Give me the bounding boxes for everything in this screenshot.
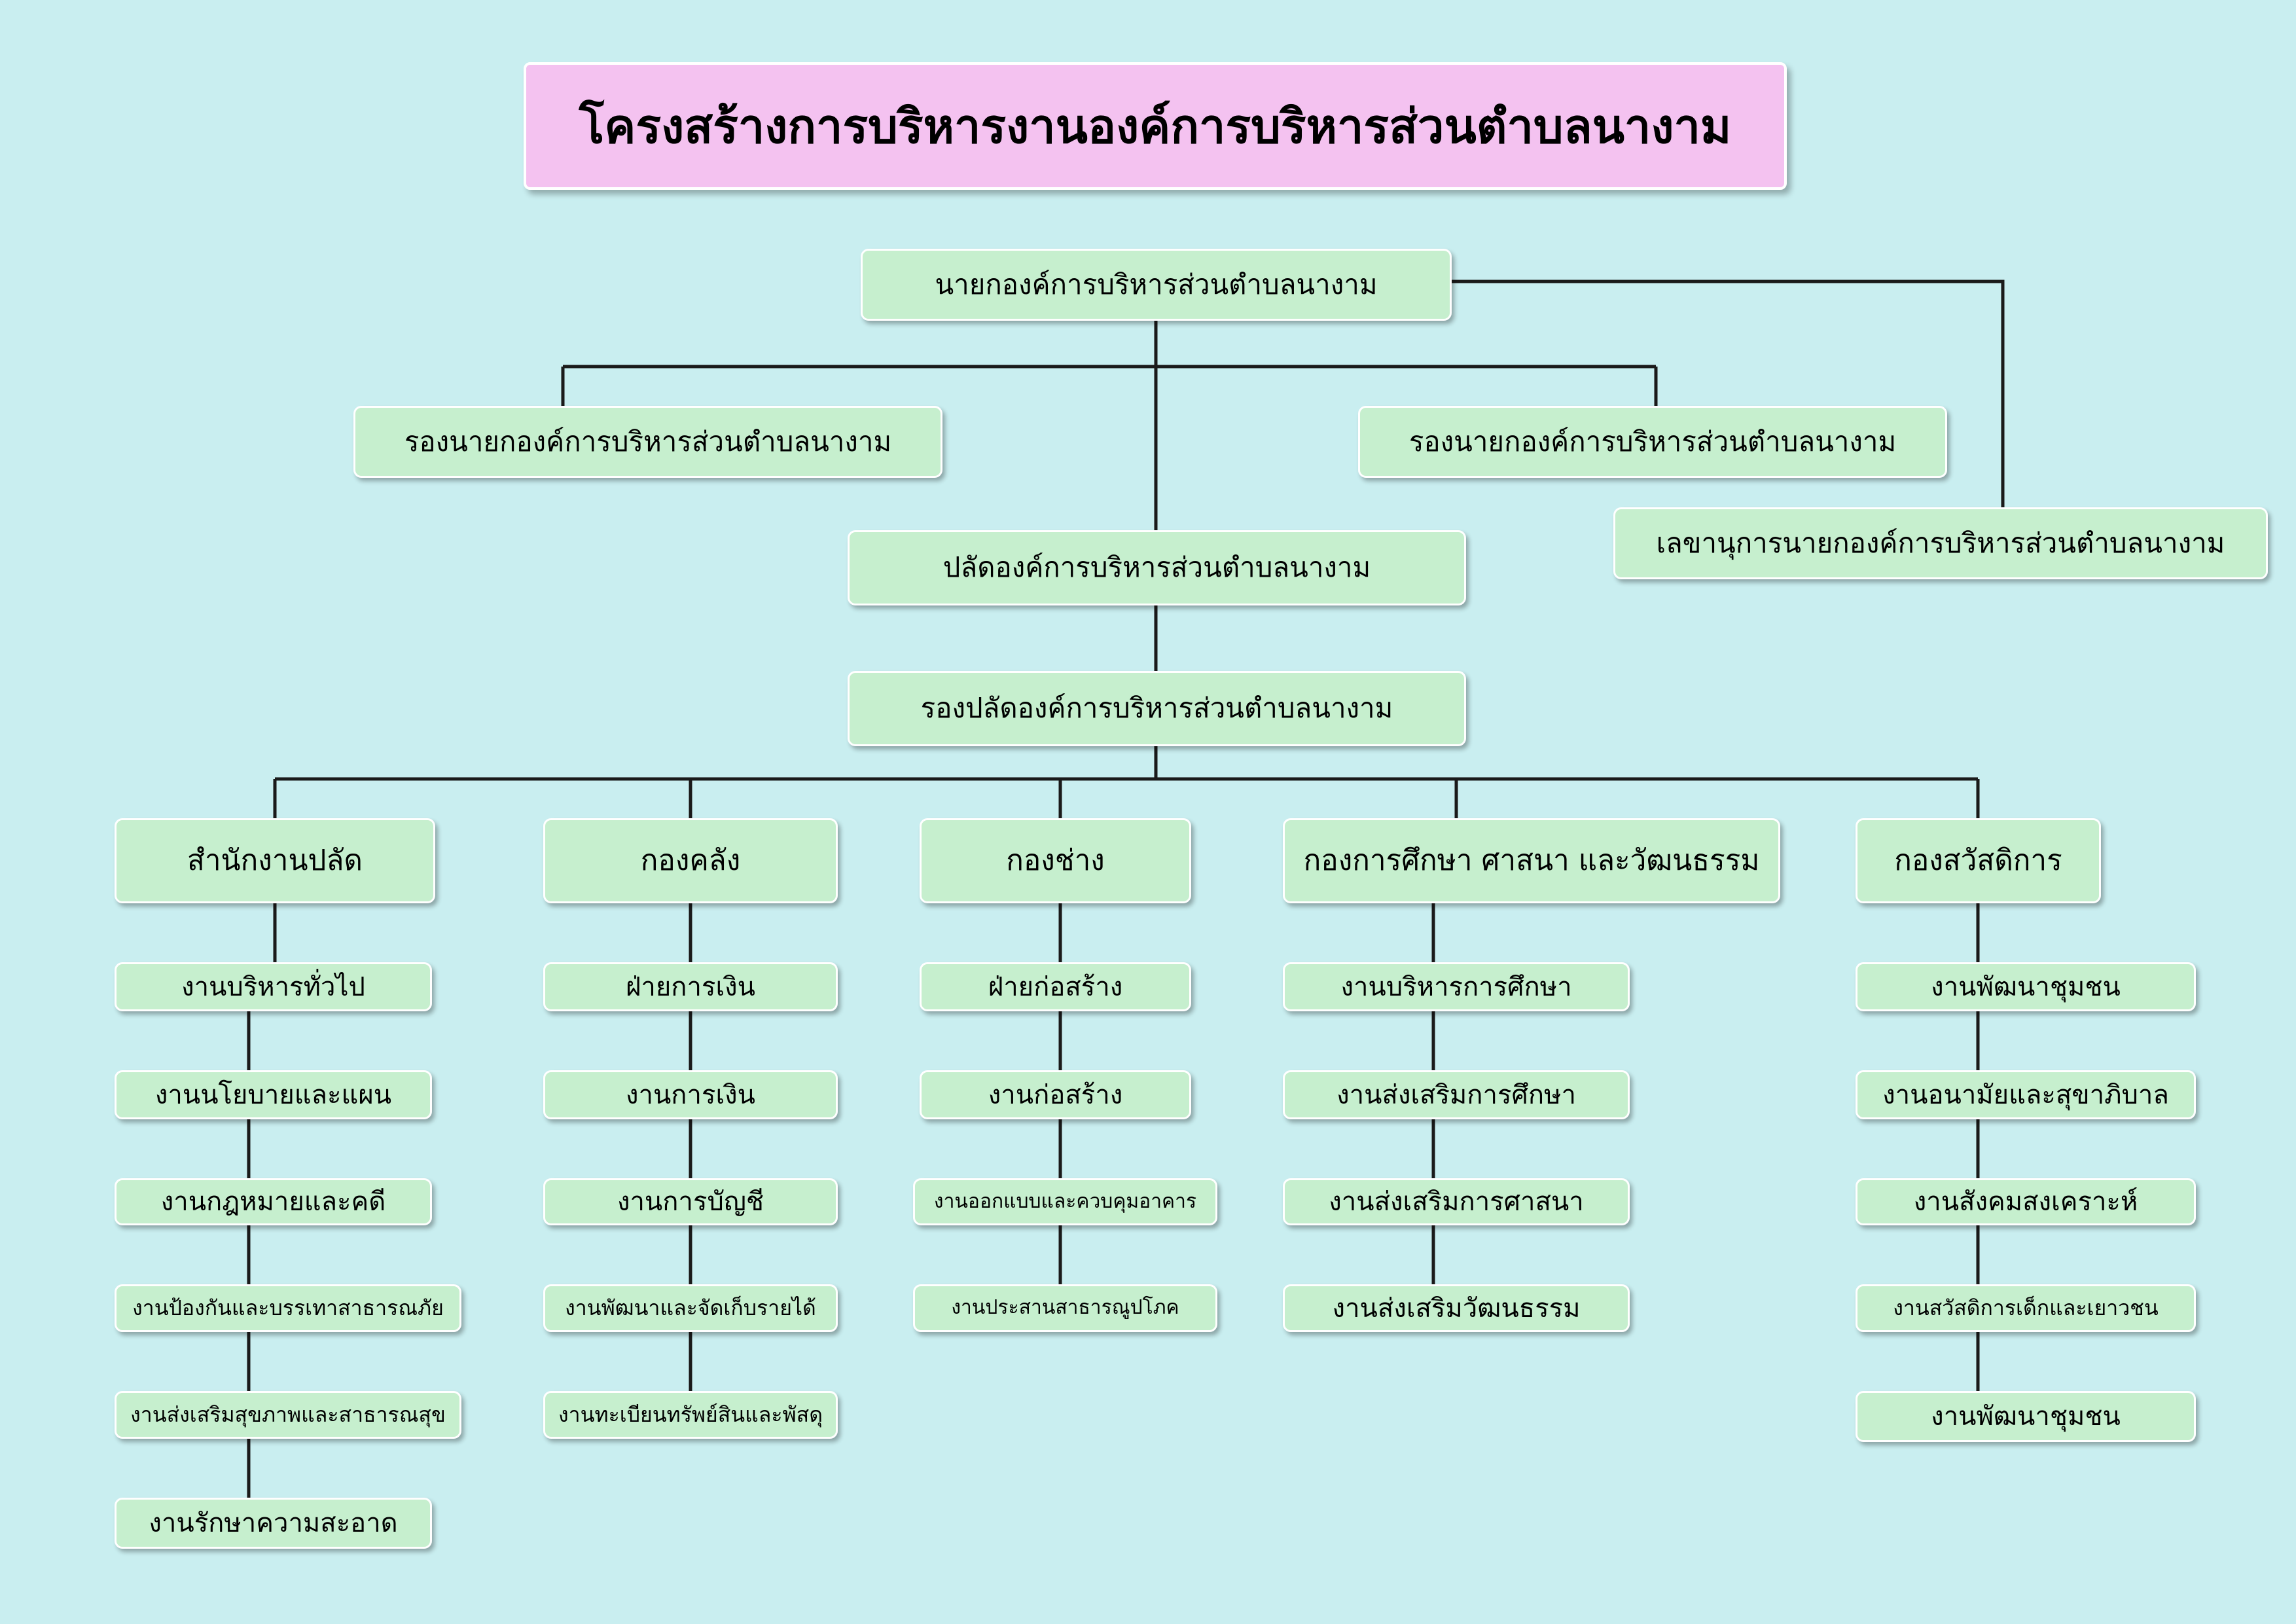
- division-4-item-0[interactable]: [1856, 962, 2196, 1011]
- division-2-item-3[interactable]: [913, 1284, 1217, 1332]
- node-secretary-label: เลขานุการนายกองค์การบริหารส่วนตำบลนางาม: [1656, 526, 2225, 559]
- division-0-item-4-label: งานส่งเสริมสุขภาพและสาธารณสุข: [130, 1402, 446, 1428]
- division-3-item-1[interactable]: [1283, 1070, 1630, 1119]
- division-1-item-4[interactable]: [543, 1391, 838, 1439]
- division-0-item-5[interactable]: [115, 1498, 432, 1549]
- node-deputy-clerk[interactable]: [848, 671, 1466, 746]
- node-clerk-label: ปลัดองค์การบริหารส่วนตำบลนางาม: [942, 551, 1371, 584]
- division-1-item-1-label: งานการเงิน: [625, 1079, 756, 1110]
- division-4-item-3-label: งานสวัสดิการเด็กและเยาวชน: [1893, 1295, 2159, 1321]
- division-4-item-1[interactable]: [1856, 1070, 2196, 1119]
- division-2-item-2[interactable]: [913, 1178, 1217, 1225]
- division-1-item-1[interactable]: [543, 1070, 838, 1119]
- node-secretary[interactable]: [1613, 507, 2268, 579]
- node-clerk[interactable]: [848, 530, 1466, 605]
- division-3-item-3[interactable]: [1283, 1284, 1630, 1332]
- node-deputy-mayor-right[interactable]: [1358, 406, 1947, 478]
- division-head-2-label: กองช่าง: [1006, 843, 1105, 877]
- division-4-item-2-label: งานสังคมสงเคราะห์: [1913, 1187, 2138, 1217]
- division-1-item-0[interactable]: [543, 962, 838, 1011]
- division-4-item-4-label: งานพัฒนาชุมชน: [1931, 1401, 2121, 1432]
- division-3-item-2-label: งานส่งเสริมการศาสนา: [1329, 1187, 1584, 1217]
- division-4-item-2[interactable]: [1856, 1178, 2196, 1225]
- division-1-item-2[interactable]: [543, 1178, 838, 1225]
- division-3-item-0[interactable]: [1283, 962, 1630, 1011]
- division-0-item-1-label: งานนโยบายและแผน: [154, 1079, 392, 1110]
- division-head-1[interactable]: [543, 818, 838, 903]
- division-head-4[interactable]: [1856, 818, 2101, 903]
- division-0-item-0-label: งานบริหารทั่วไป: [181, 971, 365, 1002]
- division-head-3[interactable]: [1283, 818, 1780, 903]
- division-4-item-3[interactable]: [1856, 1284, 2196, 1332]
- division-1-item-3[interactable]: [543, 1284, 838, 1332]
- node-mayor[interactable]: [861, 249, 1452, 321]
- division-0-item-3[interactable]: [115, 1284, 461, 1332]
- division-0-item-4[interactable]: [115, 1391, 461, 1439]
- division-head-2[interactable]: [920, 818, 1191, 903]
- division-0-item-5-label: งานรักษาความสะอาด: [149, 1508, 398, 1538]
- node-deputy-mayor-left[interactable]: [353, 406, 942, 478]
- division-0-item-2[interactable]: [115, 1178, 432, 1225]
- division-0-item-1[interactable]: [115, 1070, 432, 1119]
- division-0-item-0[interactable]: [115, 962, 432, 1011]
- page-title-text: โครงสร้างการบริหารงานองค์การบริหารส่วนตำบลนางาม: [579, 99, 1732, 154]
- division-head-0-label: สำนักงานปลัด: [187, 843, 363, 877]
- node-deputy-mayor-right-label: รองนายกองค์การบริหารส่วนตำบลนางาม: [1408, 425, 1897, 458]
- page-title: [524, 62, 1787, 190]
- division-2-item-2-label: งานออกแบบและควบคุมอาคาร: [933, 1189, 1197, 1213]
- division-4-item-0-label: งานพัฒนาชุมชน: [1931, 971, 2121, 1002]
- division-head-1-label: กองคลัง: [640, 843, 741, 877]
- division-0-item-2-label: งานกฎหมายและคดี: [160, 1187, 386, 1217]
- division-3-item-0-label: งานบริหารการศึกษา: [1340, 971, 1572, 1002]
- division-1-item-3-label: งานพัฒนาและจัดเก็บรายได้: [565, 1295, 816, 1321]
- division-1-item-4-label: งานทะเบียนทรัพย์สินและพัสดุ: [558, 1402, 823, 1428]
- division-3-item-3-label: งานส่งเสริมวัฒนธรรม: [1332, 1293, 1581, 1324]
- node-deputy-clerk-label: รองปลัดองค์การบริหารส่วนตำบลนางาม: [920, 692, 1393, 725]
- division-2-item-3-label: งานประสานสาธารณูปโภค: [951, 1296, 1179, 1320]
- division-2-item-0[interactable]: [920, 962, 1191, 1011]
- division-2-item-1-label: งานก่อสร้าง: [988, 1079, 1123, 1110]
- division-2-item-0-label: ฝ่ายก่อสร้าง: [988, 971, 1123, 1002]
- division-1-item-2-label: งานการบัญชี: [617, 1187, 764, 1217]
- node-mayor-label: นายกองค์การบริหารส่วนตำบลนางาม: [935, 268, 1378, 300]
- node-deputy-mayor-left-label: รองนายกองค์การบริหารส่วนตำบลนางาม: [404, 425, 892, 458]
- division-3-item-2[interactable]: [1283, 1178, 1630, 1225]
- division-head-3-label: กองการศึกษา ศาสนา และวัฒนธรรม: [1303, 843, 1760, 877]
- division-4-item-1-label: งานอนามัยและสุขาภิบาล: [1882, 1079, 2169, 1110]
- division-head-0[interactable]: [115, 818, 435, 903]
- division-3-item-1-label: งานส่งเสริมการศึกษา: [1336, 1079, 1576, 1110]
- division-0-item-3-label: งานป้องกันและบรรเทาสาธารณภัย: [132, 1295, 444, 1321]
- division-4-item-4[interactable]: [1856, 1391, 2196, 1442]
- division-head-4-label: กองสวัสดิการ: [1894, 843, 2062, 877]
- division-2-item-1[interactable]: [920, 1070, 1191, 1119]
- division-1-item-0-label: ฝ่ายการเงิน: [625, 971, 756, 1002]
